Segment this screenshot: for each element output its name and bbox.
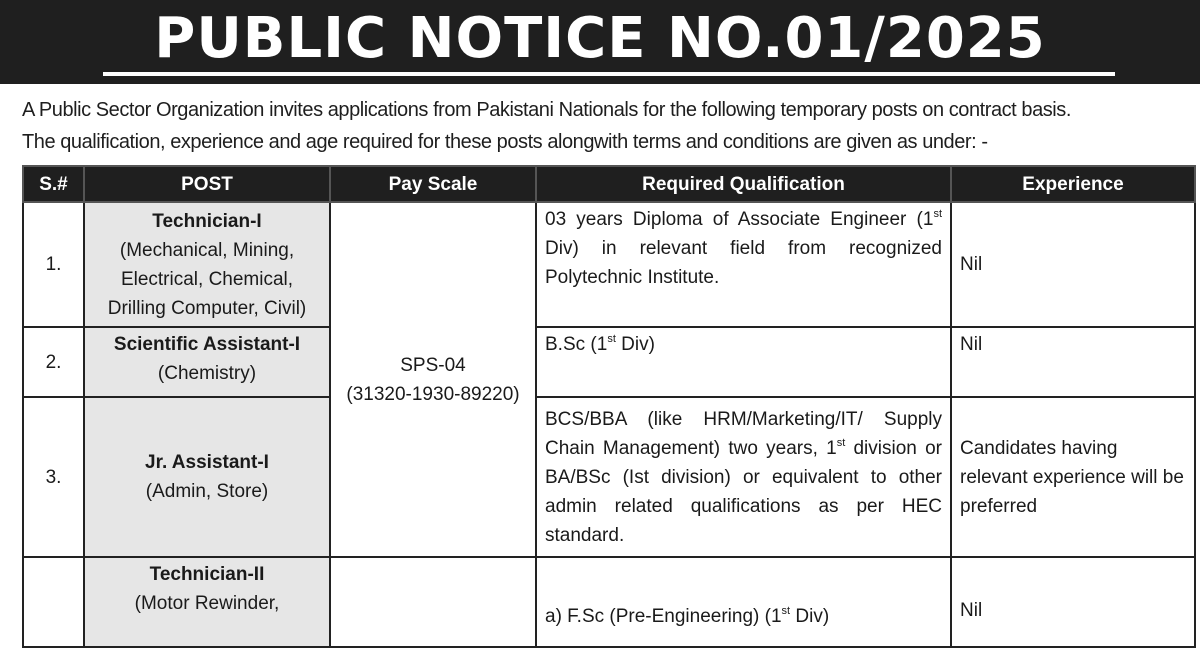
row-sn: 1. <box>23 202 84 327</box>
post-detail: Drilling Computer, Civil) <box>107 297 307 319</box>
pay-scale-cell <box>330 557 536 647</box>
post-title: Technician-II <box>149 564 265 585</box>
post-detail: Electrical, Chemical, <box>120 268 294 290</box>
qualification-text: Div) <box>615 334 655 355</box>
pay-scale-grade: SPS-04 <box>400 354 466 376</box>
table-row <box>23 557 1195 647</box>
intro-line-1: A Public Sector Organization invites applications from Pakistani Nationals for the following temporary posts on contract basis. <box>22 99 1071 121</box>
post-detail: (Mechanical, Mining, <box>119 239 295 261</box>
post-detail: (Motor Rewinder, <box>134 593 280 614</box>
title-underline <box>103 72 1115 76</box>
row-experience: Candidates having relevant experience will be preferred <box>951 397 1195 557</box>
ordinal-suffix: st <box>933 208 942 220</box>
post-title: Scientific Assistant-I <box>113 334 301 355</box>
intro-line-2: The qualification, experience and age required for these posts alongwith terms and conditions are given as under: - <box>22 131 988 153</box>
qualification-text: 03 years Diploma of Associate Engineer (1 <box>545 209 934 230</box>
qualification-text: BCS/BBA (like HRM/Marketing/IT/ Supply Chain Management) two years, 1 <box>545 408 942 459</box>
row-experience: Nil <box>951 557 1195 647</box>
ordinal-suffix: st <box>781 605 791 617</box>
row-sn: 3. <box>23 397 84 557</box>
row-post <box>84 397 330 557</box>
row-qualification <box>536 202 951 327</box>
header-experience: Experience <box>951 166 1195 202</box>
table-row <box>23 397 1195 557</box>
pay-scale-range: (31320-1930-89220) <box>346 383 520 405</box>
row-qualification <box>536 397 951 557</box>
header-sn: S.# <box>23 166 84 202</box>
posts-table <box>22 165 1196 648</box>
post-detail: (Chemistry) <box>157 363 257 384</box>
table-header-row <box>23 166 1195 202</box>
notice-title-banner <box>0 0 1200 84</box>
pay-scale-cell <box>330 202 536 557</box>
qualification-text: a) F.Sc (Pre-Engineering) (1 <box>545 606 782 627</box>
qualification-text: B.Sc (1 <box>545 334 608 355</box>
row-sn: 2. <box>23 327 84 397</box>
row-experience: Nil <box>951 202 1195 327</box>
post-title: Technician-I <box>152 210 262 232</box>
qualification-text: Div) <box>790 606 830 627</box>
header-post: POST <box>84 166 330 202</box>
notice-title: PUBLIC NOTICE NO.01/2025 <box>154 6 1046 71</box>
ordinal-suffix: st <box>607 333 616 345</box>
row-experience: Nil <box>951 327 1195 397</box>
row-post <box>84 557 330 647</box>
table-row <box>23 202 1195 327</box>
row-post <box>84 327 330 397</box>
header-qualification: Required Qualification <box>536 166 951 202</box>
row-sn <box>23 557 84 647</box>
intro-paragraph <box>22 94 1192 158</box>
ordinal-suffix: st <box>836 436 846 449</box>
row-qualification <box>536 327 951 397</box>
post-title: Jr. Assistant-I <box>145 452 269 473</box>
table-row <box>23 327 1195 397</box>
post-detail: (Admin, Store) <box>145 481 269 502</box>
qualification-text: Div) in relevant field from recognized Polytechnic Institute. <box>545 238 942 288</box>
header-pay-scale: Pay Scale <box>330 166 536 202</box>
row-post <box>84 202 330 327</box>
qualification-text: division or BA/BSc (Ist division) or equivalent to other admin related qualifications as per HEC standard. <box>545 437 942 546</box>
row-qualification <box>536 557 951 647</box>
